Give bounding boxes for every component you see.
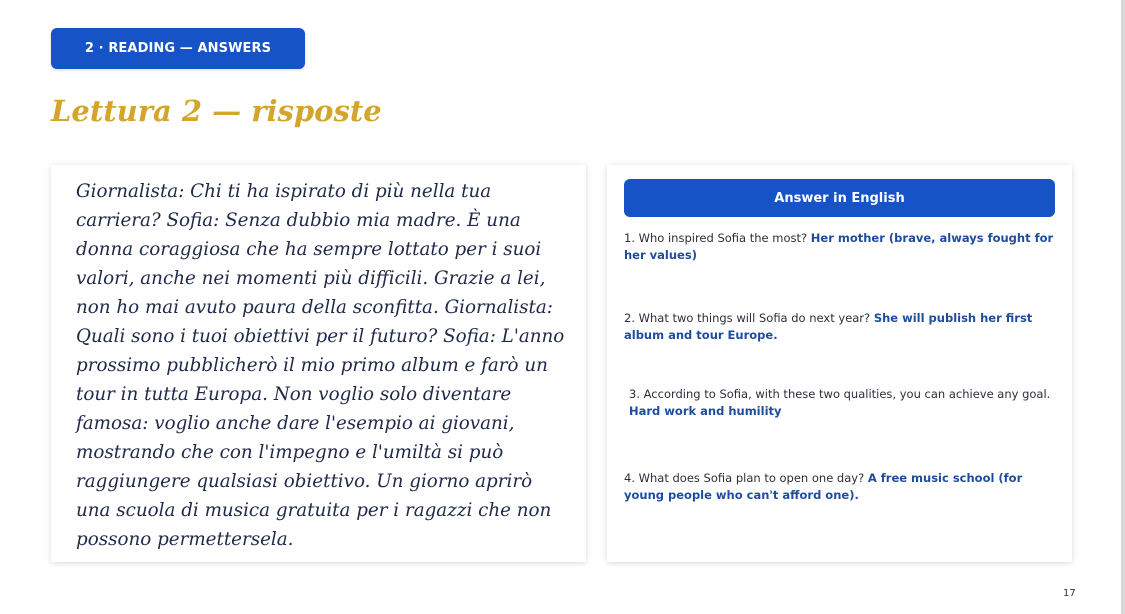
page-title: Lettura 2 — risposte [51, 94, 382, 128]
answer-text: She will publish her first album and tour Europe. [624, 311, 1033, 342]
page-edge [1121, 0, 1125, 614]
page-number: 17 [1063, 588, 1076, 599]
answer-text: A free music school (for young people who can't afford one). [624, 471, 1023, 502]
qa-item [624, 230, 1055, 264]
answers-card [607, 165, 1072, 562]
qa-item [624, 470, 1055, 504]
qa-item [629, 386, 1055, 420]
reading-passage: Giornalista: Chi ti ha ispirato di più nella tua carriera? Sofia: Senza dubbio mia madre. È una donna coraggiosa che ha sempre lottato per i suoi valori, anche nei momenti più difficili. Grazie a lei, non ho mai avuto paura della sconfitta. Giornalista: Quali sono i tuoi obiettivi per il futuro? Sofia: L'anno prossimo pubblicherò il mio primo album e farò un tour in tutta Europa. Non voglio solo diventare famosa: voglio anche dare l'esempio ai giovani, mostrando che con l'impegno e l'umiltà si può raggiungere qualsiasi obiettivo. Un giorno aprirò una scuola di musica gratuita per i ragazzi che non possono permettersela. [76, 181, 565, 550]
question-text: 1. Who inspired Sofia the most? [624, 231, 808, 245]
question-text: 2. What two things will Sofia do next year? [624, 311, 871, 325]
qa-item [624, 310, 1055, 344]
question-text: 3. According to Sofia, with these two qualities, you can achieve any goal. [629, 387, 1051, 401]
answer-text: Hard work and humility [629, 404, 782, 418]
answers-header: Answer in English [624, 179, 1055, 217]
reading-text-card [51, 165, 586, 562]
section-badge: 2 · READING — ANSWERS [51, 28, 305, 69]
answer-text: Her mother (brave, always fought for her values) [624, 231, 1054, 262]
question-text: 4. What does Sofia plan to open one day? [624, 471, 865, 485]
